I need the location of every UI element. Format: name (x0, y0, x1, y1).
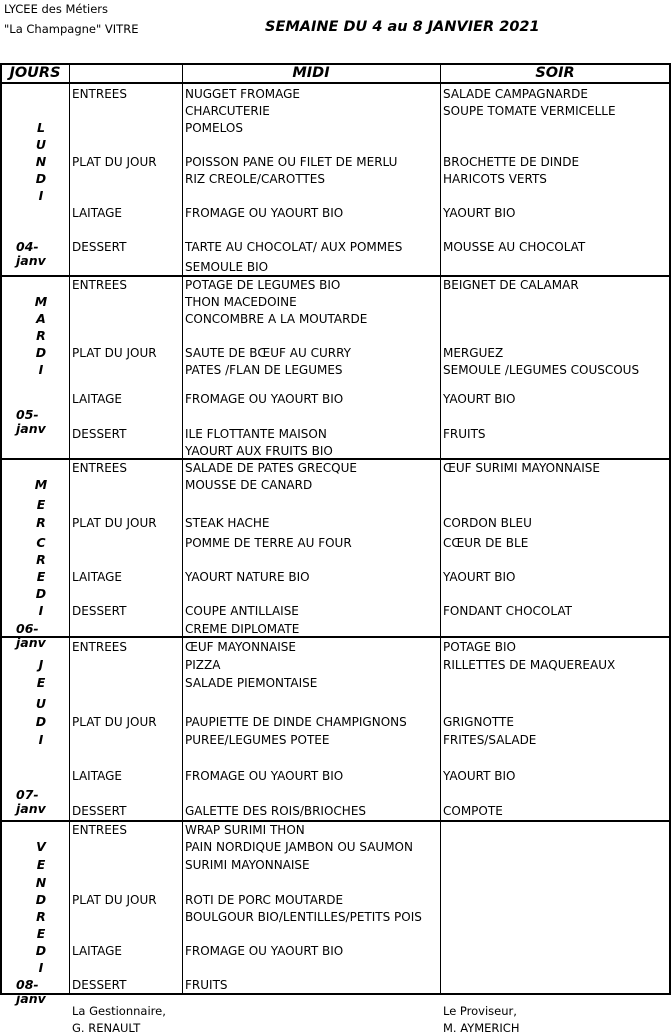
midi-dish: ILE FLOTTANTE MAISON (185, 427, 327, 441)
soir-dish: POTAGE BIO (443, 640, 516, 654)
header-divider (0, 82, 670, 84)
day-name-letter: D (35, 714, 47, 729)
table-left-border (0, 63, 2, 995)
midi-dish: SEMOULE BIO (185, 260, 269, 274)
course-category: ENTREES (72, 640, 128, 654)
course-category: DESSERT (72, 240, 127, 254)
midi-dish: SALADE DE PATES GRECQUE (185, 461, 357, 475)
course-category: LAITAGE (72, 570, 122, 584)
midi-dish: FROMAGE OU YAOURT BIO (185, 206, 344, 220)
course-category: LAITAGE (72, 769, 122, 783)
midi-dish: SALADE PIEMONTAISE (185, 676, 318, 690)
midi-dish: POISSON PANE OU FILET DE MERLU (185, 155, 398, 169)
midi-dish: PUREE/LEGUMES POTEE (185, 733, 330, 747)
week-title: SEMAINE DU 4 au 8 JANVIER 2021 (265, 19, 540, 35)
proviseur-name: M. AYMERICH (443, 1021, 520, 1035)
midi-dish: SAUTE DE BŒUF AU CURRY (185, 346, 351, 360)
day-name-letter: I (38, 732, 44, 747)
day-name-letter: U (35, 696, 47, 711)
midi-dish: YAOURT AUX FRUITS BIO (185, 444, 333, 458)
day-date: 06-janv (16, 621, 46, 650)
day-name-letter: L (37, 120, 45, 135)
midi-dish: THON MACEDOINE (185, 295, 297, 309)
midi-dish: RIZ CREOLE/CAROTTES (185, 172, 325, 186)
gestionnaire-title: La Gestionnaire, (72, 1004, 166, 1018)
day-date: 08-janv (16, 977, 46, 1006)
day-name-letter: E (36, 857, 46, 872)
midi-dish: STEAK HACHE (185, 516, 270, 530)
course-category: DESSERT (72, 978, 127, 992)
day-name-letter: N (35, 154, 47, 169)
midi-dish: PIZZA (185, 658, 221, 672)
midi-dish: FROMAGE OU YAOURT BIO (185, 944, 344, 958)
midi-dish: YAOURT NATURE BIO (185, 570, 310, 584)
day-name-letter: I (38, 188, 44, 203)
day-separator (0, 275, 670, 277)
column-header-soir: SOIR (535, 65, 575, 81)
soir-dish: BEIGNET DE CALAMAR (443, 278, 579, 292)
day-date: 07-janv (16, 787, 46, 816)
table-bottom-border (0, 993, 670, 995)
soir-dish: GRIGNOTTE (443, 715, 514, 729)
soir-dish: MERGUEZ (443, 346, 504, 360)
course-category: ENTREES (72, 461, 128, 475)
day-name-letter: U (35, 137, 47, 152)
soir-dish: SOUPE TOMATE VERMICELLE (443, 104, 616, 118)
day-name-letter: V (36, 839, 46, 854)
midi-dish: POMELOS (185, 121, 243, 135)
course-category: ENTREES (72, 823, 128, 837)
course-category: LAITAGE (72, 206, 122, 220)
day-name-letter: E (36, 569, 46, 584)
course-category: DESSERT (72, 427, 127, 441)
course-category: LAITAGE (72, 944, 122, 958)
day-name-letter: D (35, 943, 47, 958)
midi-dish: FROMAGE OU YAOURT BIO (185, 392, 344, 406)
soir-dish: BROCHETTE DE DINDE (443, 155, 580, 169)
day-separator (0, 820, 670, 822)
soir-dish: SEMOULE /LEGUMES COUSCOUS (443, 363, 640, 377)
course-category: ENTREES (72, 278, 128, 292)
midi-dish: POTAGE DE LEGUMES BIO (185, 278, 341, 292)
day-name-letter: E (36, 497, 46, 512)
day-name-letter: A (36, 311, 46, 326)
day-date: 05-janv (16, 407, 46, 436)
course-category: PLAT DU JOUR (72, 346, 157, 360)
day-separator (0, 636, 670, 638)
day-name-letter: E (36, 675, 46, 690)
midi-dish: PAUPIETTE DE DINDE CHAMPIGNONS (185, 715, 407, 729)
day-name-letter: R (36, 515, 46, 530)
midi-dish: CONCOMBRE A LA MOUTARDE (185, 312, 368, 326)
soir-dish: YAOURT BIO (443, 206, 516, 220)
day-date: 04-janv (16, 239, 46, 268)
soir-dish: RILLETTES DE MAQUEREAUX (443, 658, 616, 672)
day-name-letter: I (38, 362, 44, 377)
day-name-letter: R (36, 328, 46, 343)
course-category: PLAT DU JOUR (72, 893, 157, 907)
midi-dish: PAIN NORDIQUE JAMBON OU SAUMON (185, 840, 413, 854)
midi-dish: BOULGOUR BIO/LENTILLES/PETITS POIS (185, 910, 422, 924)
day-name-letter: R (36, 552, 46, 567)
soir-dish: COMPOTE (443, 804, 503, 818)
soir-dish: YAOURT BIO (443, 769, 516, 783)
day-name-letter: M (34, 477, 48, 492)
day-name-letter: R (36, 909, 46, 924)
midi-dish: MOUSSE DE CANARD (185, 478, 313, 492)
day-name-letter: M (34, 294, 48, 309)
soir-dish: ŒUF SURIMI MAYONNAISE (443, 461, 600, 475)
soir-dish: YAOURT BIO (443, 570, 516, 584)
category-column-divider (182, 63, 183, 995)
day-name-letter: I (38, 960, 44, 975)
course-category: LAITAGE (72, 392, 122, 406)
midi-dish: ŒUF MAYONNAISE (185, 640, 296, 654)
midi-dish: GALETTE DES ROIS/BRIOCHES (185, 804, 367, 818)
course-category: DESSERT (72, 604, 127, 618)
course-category: PLAT DU JOUR (72, 155, 157, 169)
column-header-midi: MIDI (292, 65, 330, 81)
day-name-letter: D (35, 892, 47, 907)
school-subtitle: "La Champagne" VITRE (4, 22, 139, 36)
midi-dish: SURIMI MAYONNAISE (185, 858, 310, 872)
jours-column-divider (69, 63, 70, 995)
course-category: DESSERT (72, 804, 127, 818)
soir-dish: FONDANT CHOCOLAT (443, 604, 572, 618)
soir-dish: HARICOTS VERTS (443, 172, 547, 186)
day-name-letter: N (35, 875, 47, 890)
midi-dish: WRAP SURIMI THON (185, 823, 305, 837)
midi-dish: TARTE AU CHOCOLAT/ AUX POMMES (185, 240, 403, 254)
midi-dish: POMME DE TERRE AU FOUR (185, 536, 352, 550)
course-category: PLAT DU JOUR (72, 715, 157, 729)
day-name-letter: D (35, 586, 47, 601)
soir-dish: FRITES/SALADE (443, 733, 537, 747)
course-category: ENTREES (72, 87, 128, 101)
day-name-letter: D (35, 171, 47, 186)
day-name-letter: D (35, 345, 47, 360)
soir-dish: YAOURT BIO (443, 392, 516, 406)
day-name-letter: I (38, 603, 44, 618)
gestionnaire-name: G. RENAULT (72, 1021, 141, 1035)
midi-dish: ROTI DE PORC MOUTARDE (185, 893, 344, 907)
day-name-letter: J (38, 657, 44, 672)
course-category: PLAT DU JOUR (72, 516, 157, 530)
soir-dish: MOUSSE AU CHOCOLAT (443, 240, 586, 254)
midi-dish: CHARCUTERIE (185, 104, 270, 118)
soir-dish: CŒUR DE BLE (443, 536, 529, 550)
day-name-letter: C (36, 535, 46, 550)
soir-dish: SALADE CAMPAGNARDE (443, 87, 588, 101)
midi-dish: FRUITS (185, 978, 228, 992)
midi-dish: FROMAGE OU YAOURT BIO (185, 769, 344, 783)
midi-dish: COUPE ANTILLAISE (185, 604, 299, 618)
midi-dish: PATES /FLAN DE LEGUMES (185, 363, 343, 377)
school-name: LYCEE des Métiers (4, 2, 109, 16)
day-name-letter: E (36, 926, 46, 941)
midi-dish: CREME DIPLOMATE (185, 622, 300, 636)
table-top-border (0, 63, 670, 65)
column-header-jours: JOURS (9, 65, 61, 81)
proviseur-title: Le Proviseur, (443, 1004, 517, 1018)
soir-dish: FRUITS (443, 427, 486, 441)
soir-dish: CORDON BLEU (443, 516, 532, 530)
day-separator (0, 458, 670, 460)
midi-column-divider (440, 63, 441, 995)
midi-dish: NUGGET FROMAGE (185, 87, 301, 101)
